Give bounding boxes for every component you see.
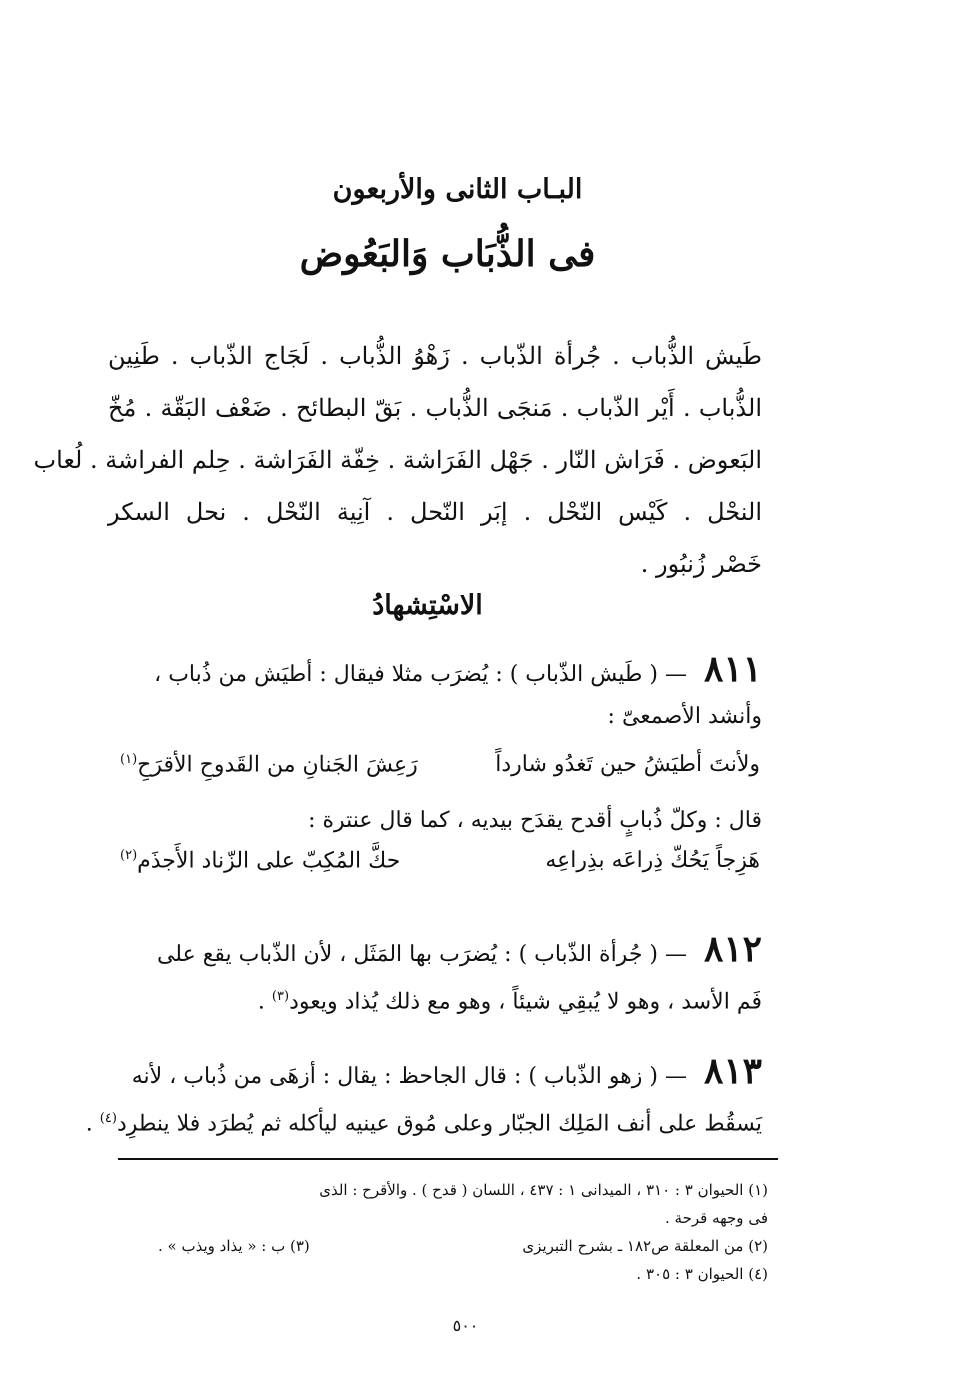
verse-first-hemistich: ولأنتَ أطيَشُ حين تَغدُو شارداً (495, 752, 760, 777)
entry-812 (108, 928, 762, 1023)
verse-2 (120, 848, 760, 888)
topic-list-line: الذُّباب . أَيْر الذّباب . مَنجَى الذُّباب . بَقّ البطائح . ضَعْف البَقّة . مُخّ (108, 394, 762, 422)
verse-second-hemistich (120, 752, 418, 777)
quote-intro: قال : وكلّ ذُبابٍ أقدح يقدَح بيديه ، كما قال عنترة : (308, 808, 762, 833)
topic-list-line: النحْل . كَيْس النّحْل . إبَر النّحل . آنِية النّحْل . نحل السكر (108, 498, 762, 526)
footnote-2: (٢) من المعلقة ص١٨٢ ـ بشرح التبريزى (522, 1237, 768, 1255)
entry-text: فَم الأسد ، وهو لا يُبقِي شيئاً ، وهو مع ذلك يُذاد ويعود (289, 989, 762, 1015)
topic-list-line: طَيش الذُّباب . جُرأة الذّباب . زَهْوُ الذُّباب . لَجَاج الذّباب . طَنِين (108, 342, 762, 370)
chapter-subtitle-block (0, 233, 975, 275)
section-heading-block (0, 590, 975, 621)
quote-intro-block (140, 800, 762, 842)
topic-list-line: خَصْر زُنبُور . (640, 550, 762, 578)
footnote-3: (٣) ب : « يذاد ويذب » . (158, 1237, 310, 1255)
verse-first-hemistich: هَزِجاً يَحُكّ ذِراعَه بذِراعِه (545, 848, 760, 873)
chapter-heading (0, 176, 975, 203)
entry-text: وأنشد الأصمعىّ : (607, 704, 762, 729)
footnote-1: (١) الحيوان ٣ : ٣١٠ ، الميدانى ١ : ٤٣٧ ، اللسان ( قدح ) . والأقرح : الذى (319, 1181, 768, 1199)
footnote-4: (٤) الحيوان ٣ : ٣٠٥ . (636, 1265, 768, 1283)
verse-second-text: حكَّ المُكِبّ على الزّناد الأَجذَم (137, 848, 401, 874)
topic-list-line: البَعوض . فَرَاش النّار . جَهْل الفَرَاشة . خِفّة الفَرَاشة . حِلم الفراشة . لُعاب (33, 446, 762, 474)
entry-number: ٨١٢ (703, 928, 762, 970)
footnote-reference: (١) (120, 752, 138, 767)
footnote-reference: (٣) (271, 989, 290, 1004)
entry-text: — ( زهو الذّباب ) : قال الجاحظ : يقال : أزهَى من ذُباب ، لأنه (131, 1064, 687, 1089)
entry-text: يَسقُط على أنف المَلِك الجبّار وعلى مُوق عينيه ليأكله ثم يُطرَد فلا ينطرِد (116, 1111, 762, 1137)
entry-first-row (108, 1050, 762, 1098)
chapter-subtitle: فى الذُّبَاب وَالبَعُوض (299, 233, 596, 275)
verse-second-text: رَعِشَ الجَنانِ من القَدوحِ الأقرَحِ (137, 752, 418, 778)
footnote-divider (118, 1158, 778, 1160)
entry-second-row: يَسقُط على أنف المَلِك الجبّار وعلى مُوق عينيه ليأكله ثم يُطرَد فلا ينطرِد$^{(٤)}$ . (85, 1111, 762, 1137)
entry-text: — ( طَيش الذّباب ) : يُضرَب مثلا فيقال : أطيَش من ذُباب ، (154, 662, 687, 687)
entry-811 (108, 648, 762, 738)
verse-second-hemistich (120, 848, 400, 873)
footnotes (118, 1176, 768, 1288)
entry-number: ٨١٣ (703, 1050, 762, 1092)
footnote-1-continued: فى وجهه قرحة . (665, 1209, 768, 1227)
verse-1 (120, 752, 760, 792)
entry-first-row (108, 648, 762, 696)
section-heading: الاسْتِشهادُ (372, 590, 483, 621)
footnote-row (118, 1232, 768, 1260)
entry-number: ٨١١ (703, 648, 762, 690)
entry-text: — ( جُرأة الذّباب ) : يُضرَب بها المَثَل ، لأن الذّباب يقع على (156, 942, 687, 967)
chapter-title: البـاب الثانى والأربعون (332, 174, 583, 205)
topic-list (33, 330, 762, 590)
footnote-reference: (٢) (120, 848, 138, 863)
entry-second-row: فَم الأسد ، وهو لا يُبقِي شيئاً ، وهو مع ذلك يُذاد ويعود$^{(٣)}$ . (257, 989, 762, 1015)
footnote-reference: (٤) (99, 1111, 117, 1126)
page-number-block (0, 1316, 975, 1335)
entry-first-row (108, 928, 762, 976)
page-number: ٥٠٠ (452, 1316, 479, 1335)
entry-813 (85, 1050, 762, 1145)
